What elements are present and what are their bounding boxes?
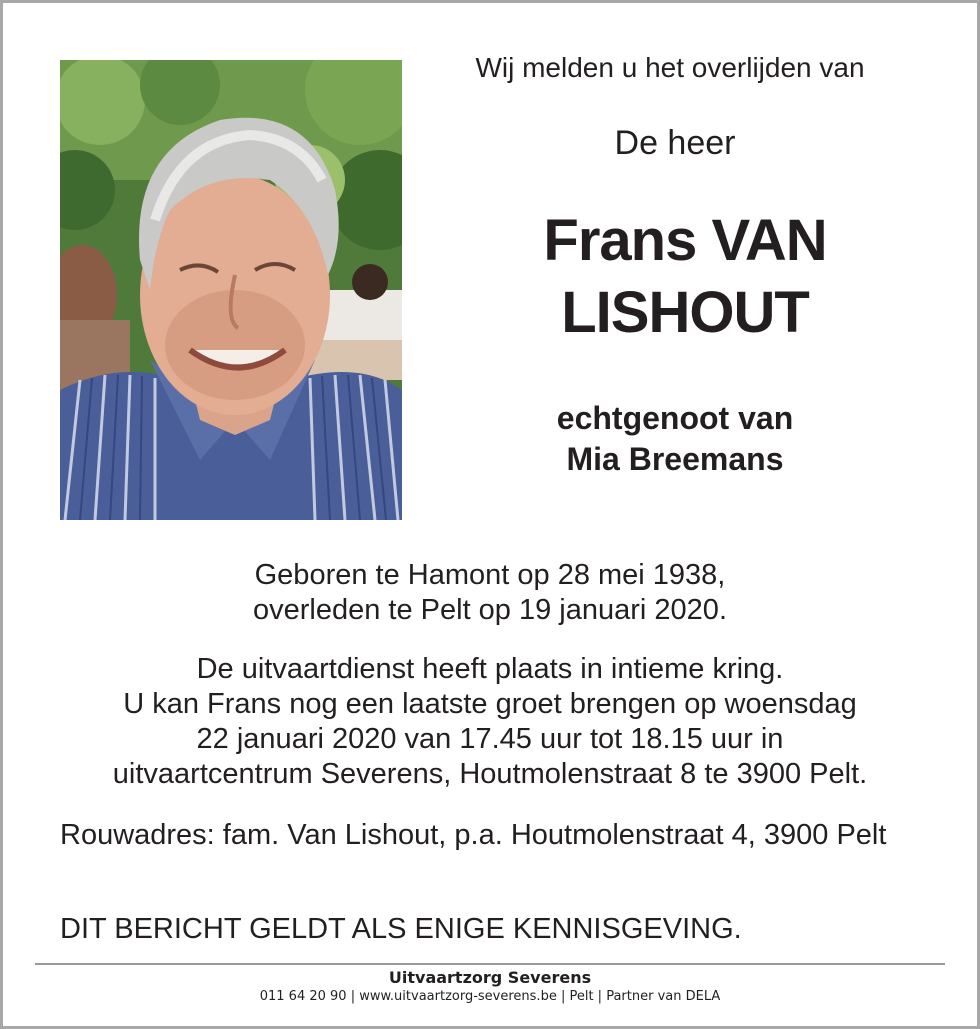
deceased-name-line1: Frans VAN: [543, 208, 827, 273]
birth-line: Geboren te Hamont op 28 mei 1938,: [254, 559, 726, 591]
honorific: De heer: [614, 124, 736, 162]
funeral-company-info: 011 64 20 90 | www.uitvaartzorg-severens.be | Pelt | Partner van DELA: [259, 989, 721, 1004]
spouse-name: Mia Breemans: [566, 441, 784, 477]
service-info: [40, 652, 940, 792]
death-line: overleden te Pelt op 19 januari 2020.: [252, 594, 727, 626]
deceased-name: [440, 205, 930, 349]
birth-death-info: [40, 558, 940, 628]
service-line: U kan Frans nog een laatste groet brengen op woensdag: [123, 688, 857, 720]
intro-text: Wij melden u het overlijden van: [475, 52, 865, 83]
spouse-info: [440, 398, 910, 480]
service-line: 22 januari 2020 van 17.45 uur tot 18.15 uur in: [196, 723, 784, 755]
funeral-company-name: Uitvaartzorg Severens: [388, 968, 592, 987]
spouse-label: echtgenoot van: [556, 400, 794, 436]
deceased-name-line2: LISHOUT: [561, 280, 809, 345]
notice-text: DIT BERICHT GELDT ALS ENIGE KENNISGEVING.: [60, 913, 742, 945]
footer-divider: [35, 963, 945, 965]
service-line: uitvaartcentrum Severens, Houtmolenstraat 8 te 3900 Pelt.: [112, 758, 868, 790]
portrait-photo: [60, 60, 402, 520]
mourning-address: Rouwadres: fam. Van Lishout, p.a. Houtmolenstraat 4, 3900 Pelt: [60, 819, 887, 851]
service-line: De uitvaartdienst heeft plaats in intieme kring.: [196, 653, 784, 685]
